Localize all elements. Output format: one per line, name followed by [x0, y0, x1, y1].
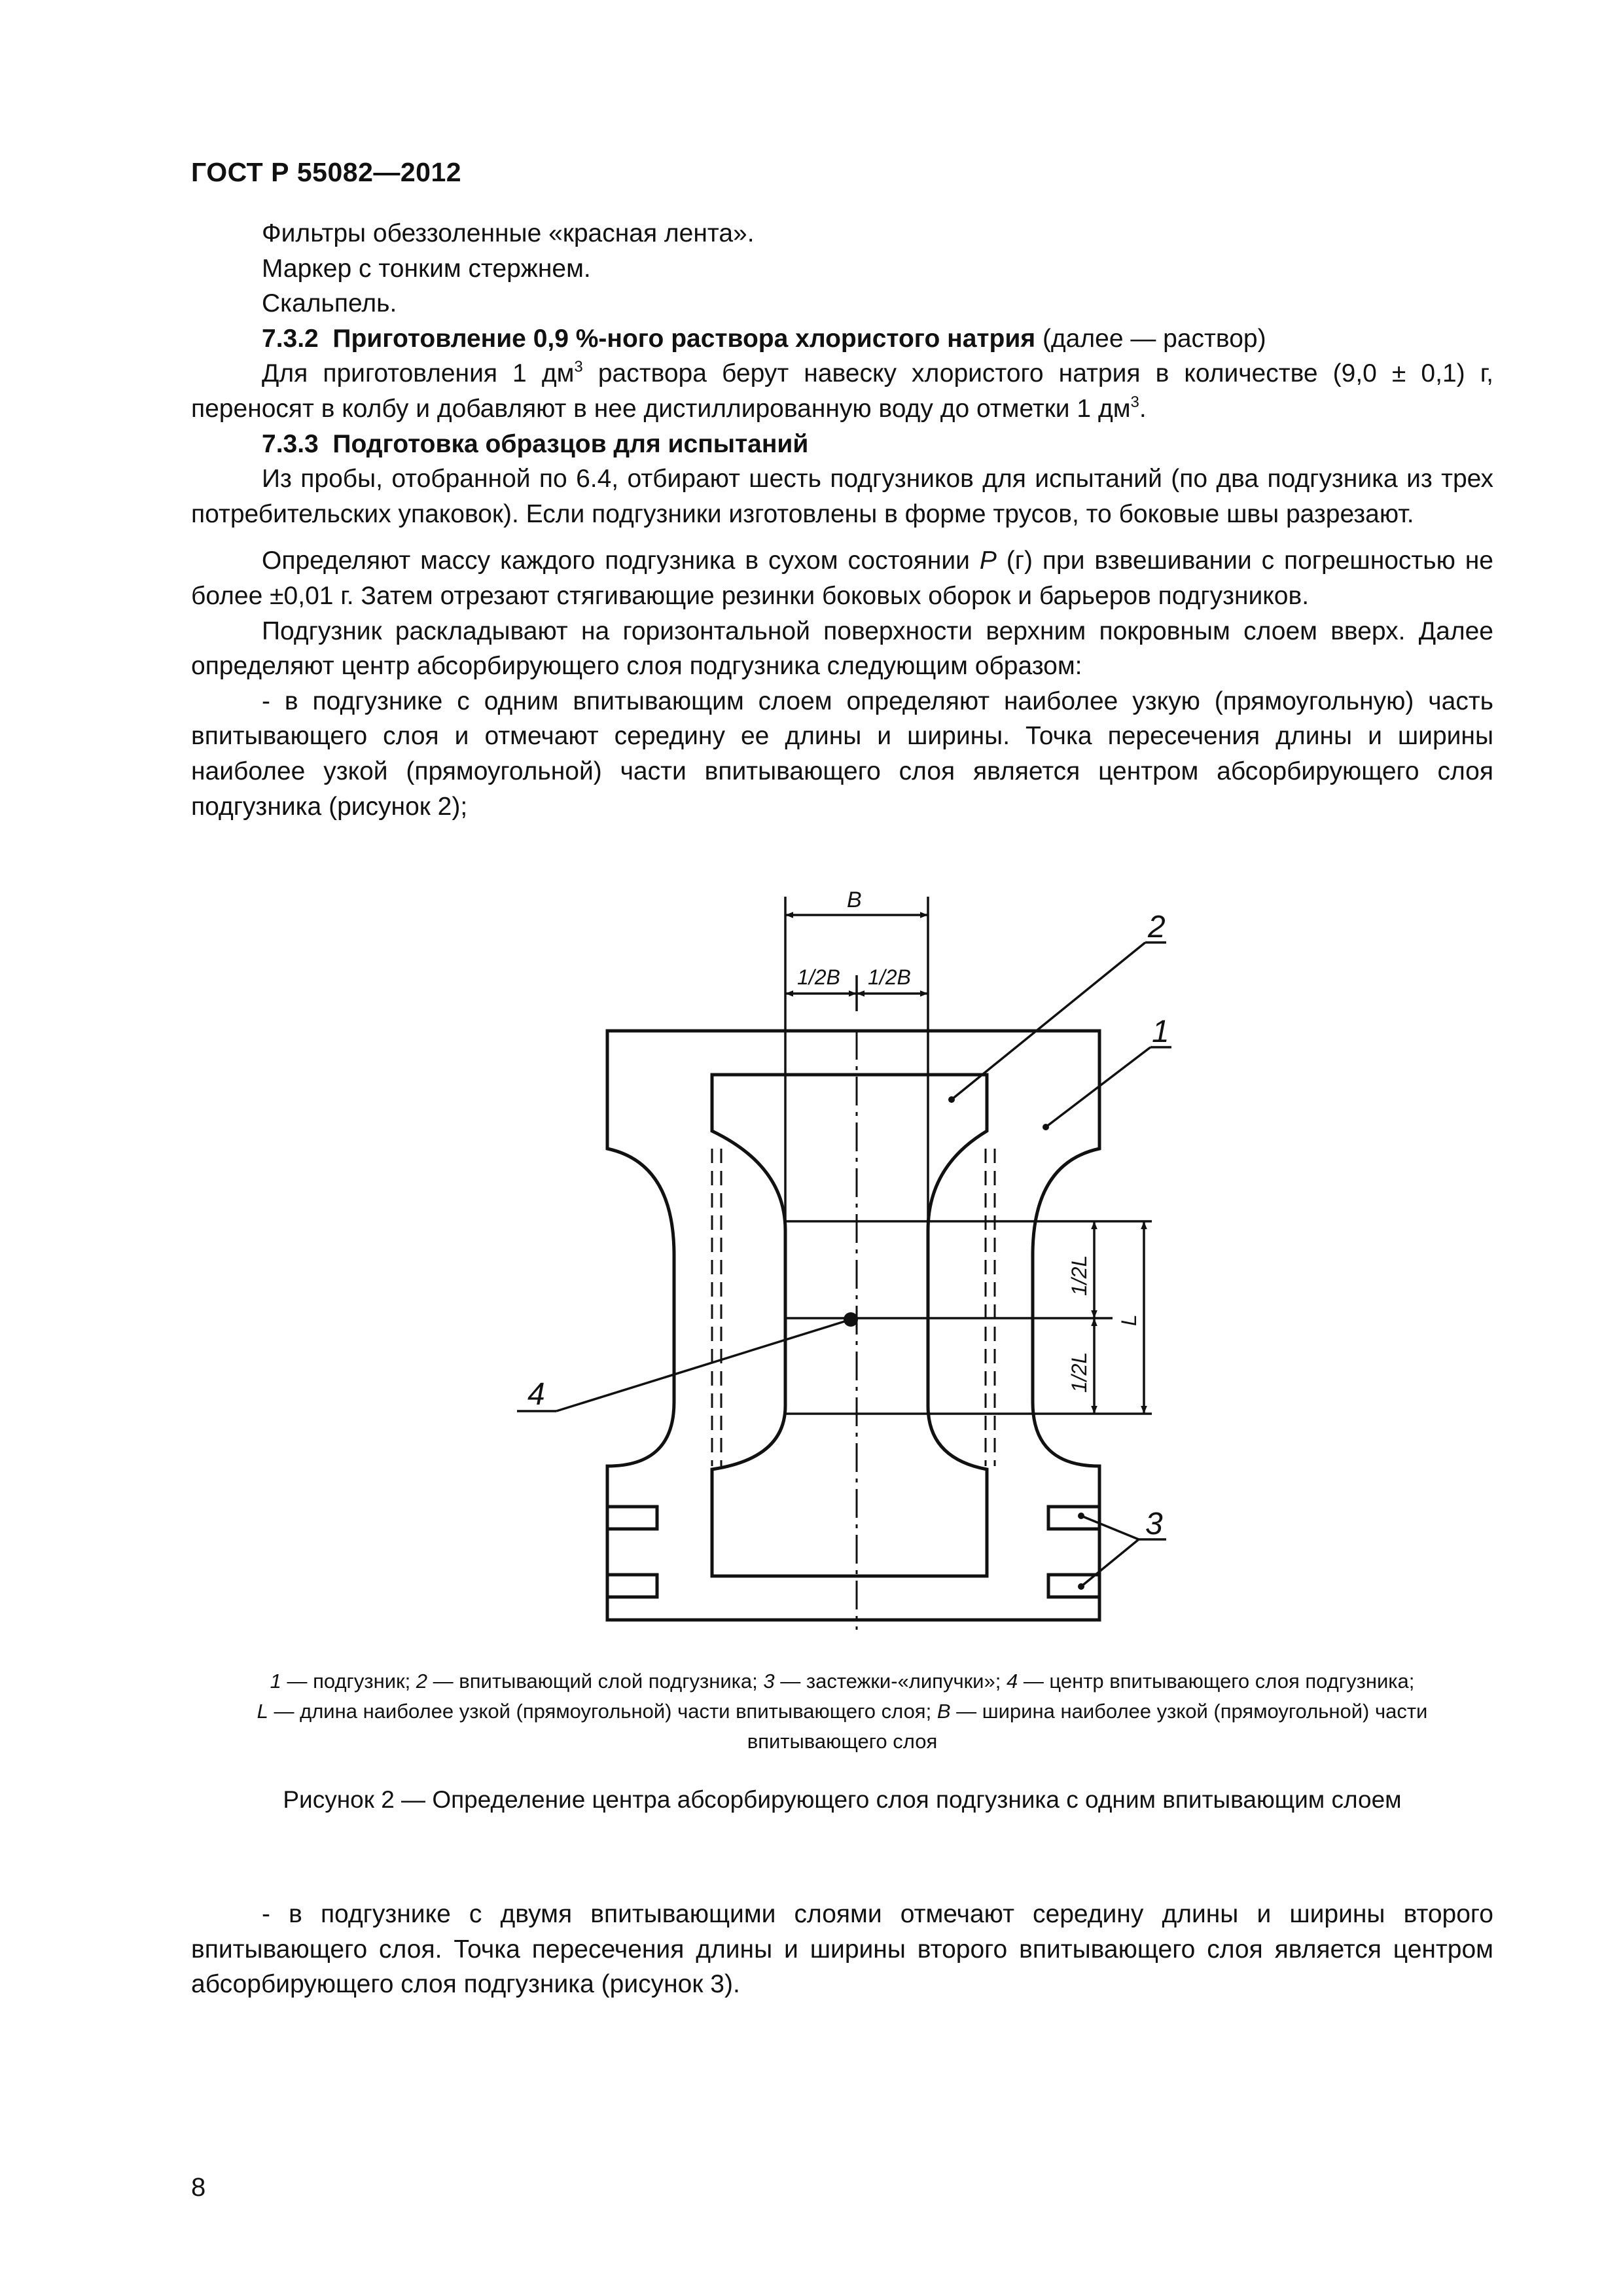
callout-4: 4	[527, 1377, 545, 1412]
legend-line-3: впитывающего слоя	[747, 1730, 938, 1753]
materials-marker: Маркер с тонким стержнем.	[262, 254, 591, 283]
legend-text: — ширина наиболее узкой (прямоугольной) части	[950, 1700, 1428, 1723]
superscript: 3	[574, 358, 583, 376]
leader-dot-1	[1043, 1124, 1049, 1130]
legend-line-2	[191, 1696, 1493, 1727]
leader-line-4	[556, 1319, 851, 1411]
legend-key: 4	[1006, 1670, 1018, 1693]
legend-key: L	[257, 1700, 268, 1723]
dim-label-half-l-bottom: 1/2L	[1067, 1352, 1091, 1393]
legend-key: B	[936, 1700, 951, 1723]
leader-line-3b	[1081, 1539, 1139, 1587]
document-header: ГОСТ Р 55082—2012	[191, 157, 462, 187]
dim-label-half-l-top: 1/2L	[1067, 1255, 1091, 1296]
page-number: 8	[191, 2173, 206, 2202]
legend-key: 2	[416, 1670, 428, 1693]
section-title: Подготовка образцов для испытаний	[332, 429, 809, 458]
callout-1: 1	[1152, 1014, 1169, 1049]
tab-bottom-left	[607, 1575, 657, 1597]
tab-top-left	[607, 1507, 657, 1529]
legend-text: — впитывающий слой подгузника;	[427, 1670, 764, 1693]
single-layer-paragraph: - в подгузнике с одним впитывающим слоем определяют наиболее узкую (прямоугольную) часть впитывающего слоя и отмечают середину ее длины и ширины. Точка пересечения длины и ширины наиболее узкой (прямоугольной) части впитывающего слоя является центром абсорбирующего слоя подгузника (рисунок 2);	[191, 687, 1493, 821]
absorbent-layer-outline	[712, 1075, 987, 1576]
double-layer-paragraph: - в подгузнике с двумя впитывающими слоями отмечают середину длины и ширины второго впитывающего слоя. Точка пересечения длины и ширины второго впитывающего слоя является центром абсорбирующего слоя подгузника (рисунок 3).	[191, 1900, 1493, 1999]
legend-text: — центр впитывающего слоя подгузника;	[1018, 1670, 1415, 1693]
section-number: 7.3.3	[262, 429, 319, 458]
section-title-tail: (далее — раствор)	[1042, 324, 1266, 353]
legend-key: 1	[270, 1670, 281, 1693]
figure-caption: Рисунок 2 — Определение центра абсорбирующего слоя подгузника с одним впитывающим слоем	[283, 1786, 1402, 1813]
legend-text: — застежки-«липучки»;	[774, 1670, 1007, 1693]
dim-label-b: B	[847, 888, 862, 912]
leader-dot-3b	[1078, 1583, 1084, 1590]
top-text-block	[191, 216, 1493, 824]
solution-text-b: раствора берут навеску хлористого натрия в количестве (9,0 ± 0,1) г, переносят в колбу и добавляют в нее дистиллированную воду до отметки 1 дм	[191, 359, 1493, 423]
solution-text-c: .	[1139, 394, 1147, 423]
section-7-3-3-heading	[191, 427, 1493, 462]
diaper-outline	[607, 1031, 1099, 1620]
leader-line-1	[1046, 1047, 1150, 1127]
legend-text: — подгузник;	[281, 1670, 416, 1693]
dim-label-half-b-left: 1/2B	[797, 965, 840, 989]
mass-text-b: (г) при взвешивании с погрешностью не более ±0,01 г. Затем отрезают стягивающие резинки боковых оборок и барьеров подгузников.	[191, 547, 1493, 610]
leader-dot-2	[948, 1096, 955, 1103]
superscript: 3	[1130, 393, 1139, 411]
dim-label-half-b-right: 1/2B	[868, 965, 911, 989]
leader-dot-3a	[1078, 1513, 1084, 1519]
solution-paragraph	[191, 356, 1493, 426]
legend-key: 3	[763, 1670, 775, 1693]
leader-line-2	[952, 942, 1145, 1100]
leader-line-3a	[1081, 1516, 1139, 1539]
mass-variable: Р	[979, 547, 997, 575]
materials-scalpel: Скальпель.	[262, 289, 397, 318]
callout-2: 2	[1148, 910, 1166, 944]
mass-text-a: Определяют массу каждого подгузника в сухом состоянии	[262, 547, 980, 575]
absorbent-center-point	[844, 1312, 858, 1327]
section-title: Приготовление 0,9 %-ного раствора хлористого натрия	[332, 324, 1036, 353]
figure-legend	[191, 1666, 1493, 1757]
dim-label-l: L	[1117, 1314, 1141, 1326]
tab-bottom-right	[1048, 1575, 1099, 1597]
section-7-3-2-heading	[191, 321, 1493, 357]
mass-paragraph	[191, 543, 1493, 613]
legend-text: — длина наиболее узкой (прямоугольной) части впитывающего слоя;	[268, 1700, 937, 1723]
materials-filters: Фильтры обеззоленные «красная лента».	[262, 219, 755, 247]
samples-paragraph: Из пробы, отобранной по 6.4, отбирают шесть подгузников для испытаний (по два подгузника из трех потребительских упаковок). Если подгузники изготовлены в форме трусов, то боковые швы разрезают.	[191, 465, 1493, 528]
bottom-text-block	[191, 1897, 1493, 2002]
section-number: 7.3.2	[262, 324, 319, 353]
tab-top-right	[1048, 1507, 1099, 1529]
layout-paragraph: Подгузник раскладывают на горизонтальной поверхности верхним покровным слоем вверх. Далее определяют центр абсорбирующего слоя подгузника следующим образом:	[191, 617, 1493, 681]
callout-3: 3	[1145, 1507, 1163, 1541]
solution-text-a: Для приготовления 1 дм	[262, 359, 575, 388]
legend-line-1	[191, 1666, 1493, 1696]
